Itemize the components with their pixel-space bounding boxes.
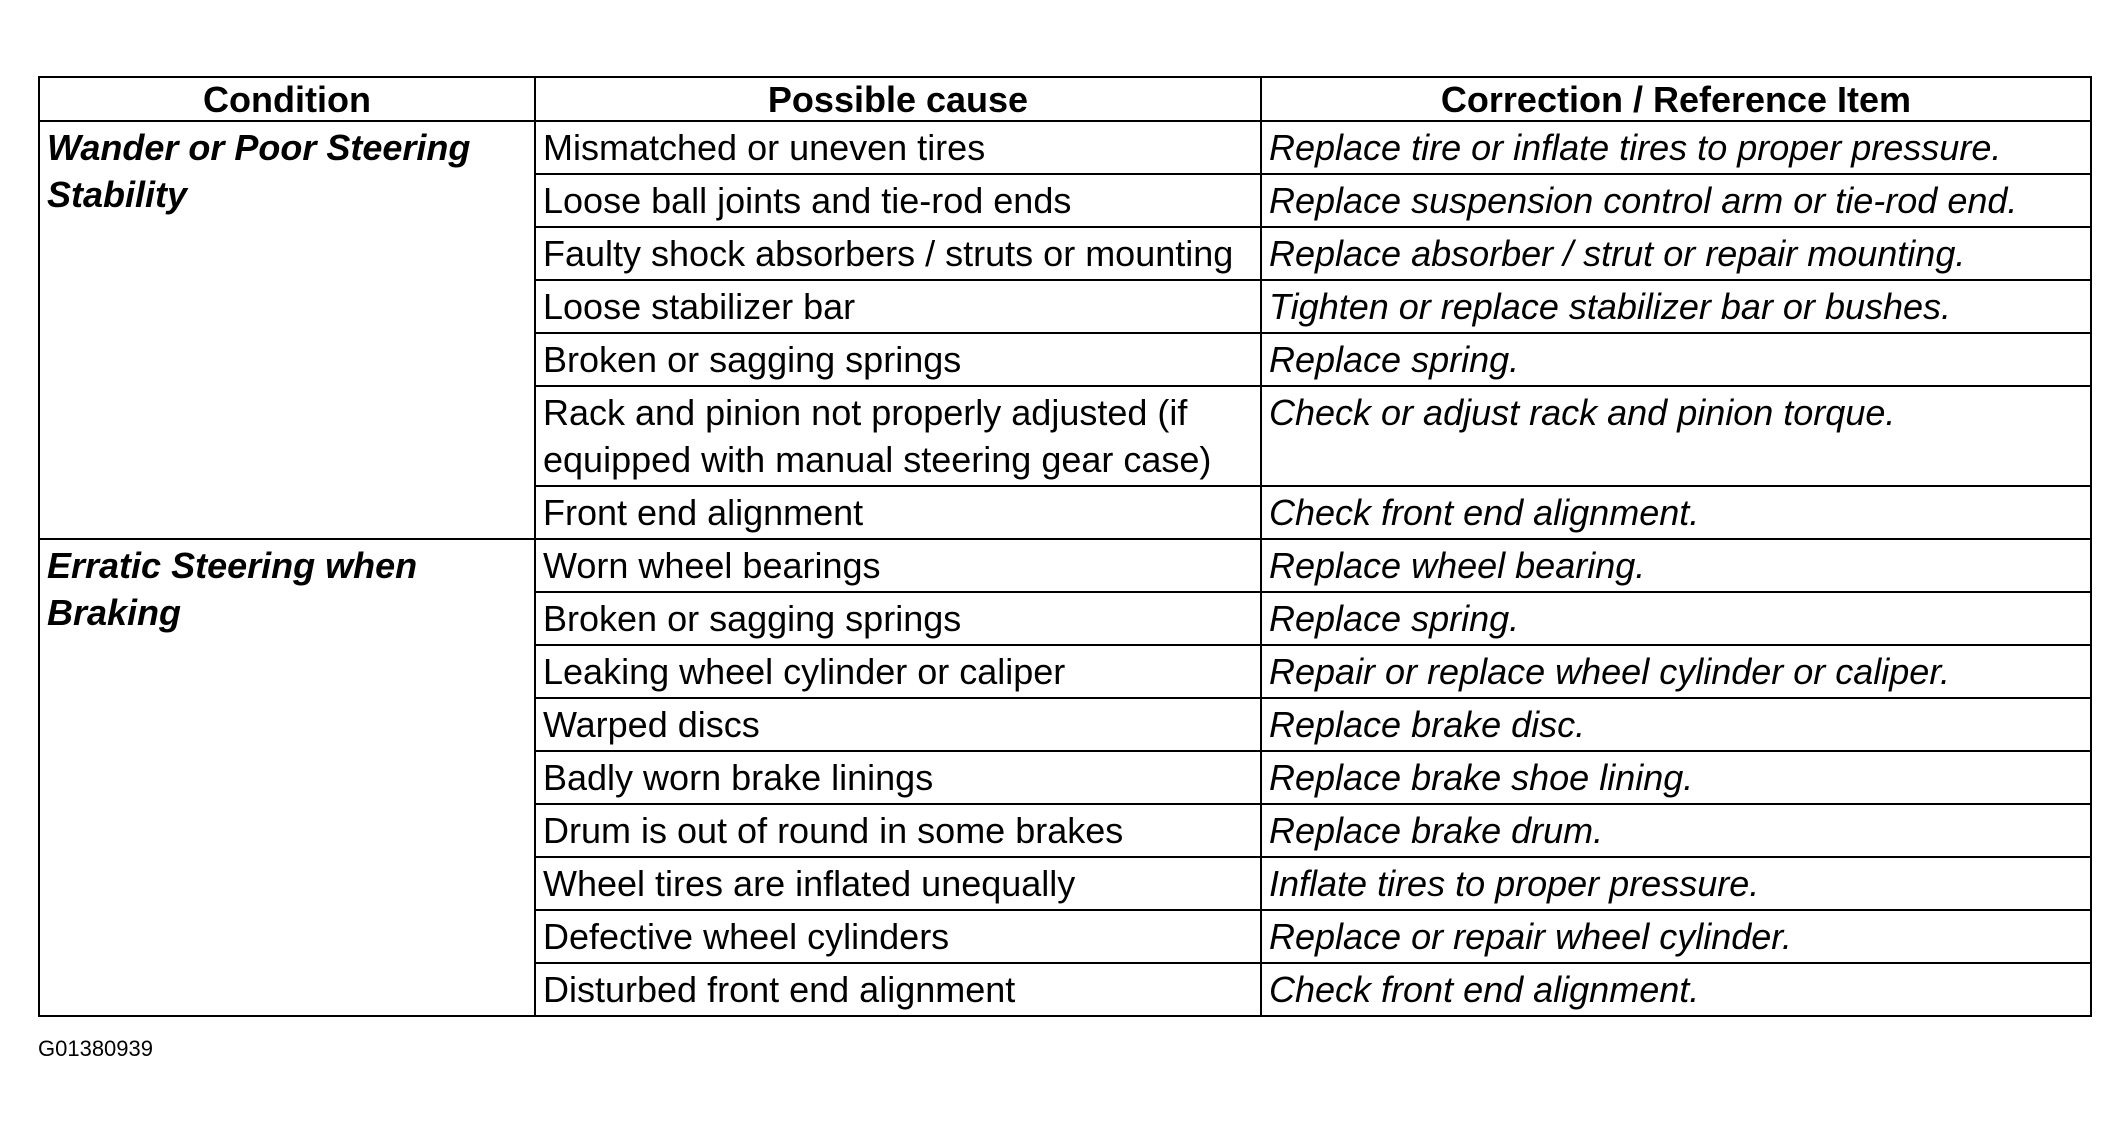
correction-cell: Check front end alignment. bbox=[1261, 963, 2091, 1016]
correction-cell: Replace tire or inflate tires to proper pressure. bbox=[1261, 121, 2091, 174]
correction-cell: Inflate tires to proper pressure. bbox=[1261, 857, 2091, 910]
table-row bbox=[39, 121, 2091, 174]
cause-cell: Drum is out of round in some brakes bbox=[535, 804, 1261, 857]
cause-cell: Broken or sagging springs bbox=[535, 333, 1261, 386]
correction-cell: Repair or replace wheel cylinder or caliper. bbox=[1261, 645, 2091, 698]
condition-cell: Wander or Poor Steering Stability bbox=[39, 121, 535, 539]
cause-cell: Defective wheel cylinders bbox=[535, 910, 1261, 963]
cause-cell: Wheel tires are inflated unequally bbox=[535, 857, 1261, 910]
table-body bbox=[39, 121, 2091, 1016]
correction-cell: Replace spring. bbox=[1261, 333, 2091, 386]
cause-cell: Faulty shock absorbers / struts or mounting bbox=[535, 227, 1261, 280]
cause-cell: Warped discs bbox=[535, 698, 1261, 751]
correction-cell: Replace absorber / strut or repair mounting. bbox=[1261, 227, 2091, 280]
correction-cell: Replace spring. bbox=[1261, 592, 2091, 645]
cause-cell: Loose ball joints and tie-rod ends bbox=[535, 174, 1261, 227]
header-possible-cause: Possible cause bbox=[535, 77, 1261, 121]
diagnosis-table bbox=[38, 76, 2092, 1017]
table-header-row bbox=[39, 77, 2091, 121]
figure-id: G01380939 bbox=[38, 1036, 153, 1061]
correction-cell: Replace brake shoe lining. bbox=[1261, 751, 2091, 804]
header-condition: Condition bbox=[39, 77, 535, 121]
correction-cell: Replace wheel bearing. bbox=[1261, 539, 2091, 592]
cause-cell: Mismatched or uneven tires bbox=[535, 121, 1261, 174]
correction-cell: Check front end alignment. bbox=[1261, 486, 2091, 539]
cause-cell: Loose stabilizer bar bbox=[535, 280, 1261, 333]
cause-cell: Leaking wheel cylinder or caliper bbox=[535, 645, 1261, 698]
correction-cell: Replace suspension control arm or tie-rod end. bbox=[1261, 174, 2091, 227]
cause-cell: Rack and pinion not properly adjusted (if equipped with manual steering gear case) bbox=[535, 386, 1261, 486]
cause-cell: Badly worn brake linings bbox=[535, 751, 1261, 804]
cause-cell: Disturbed front end alignment bbox=[535, 963, 1261, 1016]
correction-cell: Tighten or replace stabilizer bar or bushes. bbox=[1261, 280, 2091, 333]
correction-cell: Replace brake drum. bbox=[1261, 804, 2091, 857]
correction-cell: Replace or repair wheel cylinder. bbox=[1261, 910, 2091, 963]
cause-cell: Broken or sagging springs bbox=[535, 592, 1261, 645]
header-correction: Correction / Reference Item bbox=[1261, 77, 2091, 121]
table-row bbox=[39, 539, 2091, 592]
condition-cell: Erratic Steering when Braking bbox=[39, 539, 535, 1016]
cause-cell: Worn wheel bearings bbox=[535, 539, 1261, 592]
cause-cell: Front end alignment bbox=[535, 486, 1261, 539]
correction-cell: Replace brake disc. bbox=[1261, 698, 2091, 751]
correction-cell: Check or adjust rack and pinion torque. bbox=[1261, 386, 2091, 486]
